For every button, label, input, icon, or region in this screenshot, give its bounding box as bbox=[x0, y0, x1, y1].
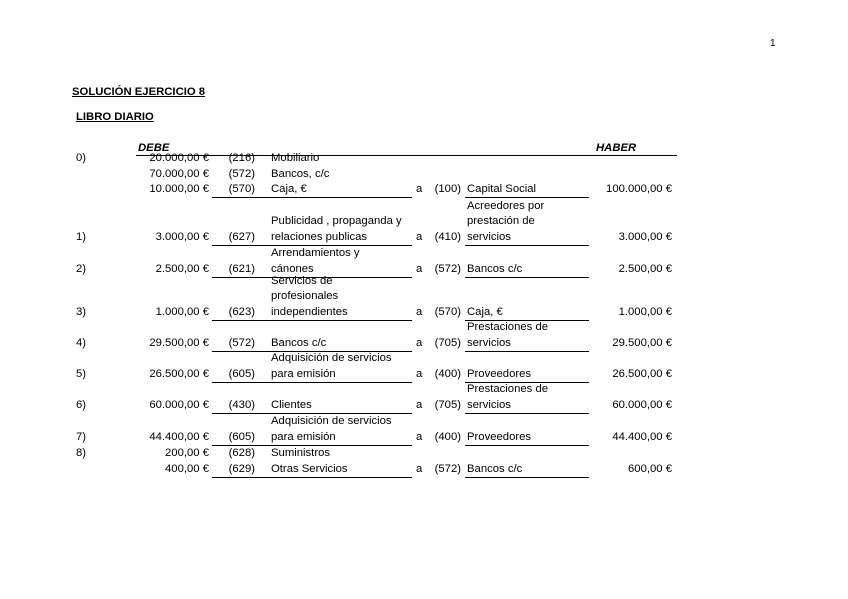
credit-account-code: (410) bbox=[434, 231, 461, 243]
credit-account-code: (570) bbox=[434, 306, 461, 318]
page-number: 1 bbox=[770, 38, 776, 49]
entry-number: 4) bbox=[76, 337, 87, 349]
connector-a: a bbox=[416, 368, 423, 380]
debe-header: DEBE bbox=[138, 142, 170, 154]
page-title: SOLUCIÓN EJERCICIO 8 bbox=[72, 86, 206, 98]
credit-amount: 60.000,00 € bbox=[612, 399, 672, 411]
debit-account-name: Mobiliario bbox=[271, 152, 320, 164]
debit-amount: 200,00 € bbox=[165, 447, 209, 459]
debit-account-code: (629) bbox=[228, 462, 255, 475]
entry-number: 6) bbox=[76, 399, 87, 411]
connector-a: a bbox=[416, 231, 423, 243]
credit-account-code: (705) bbox=[434, 337, 461, 349]
debit-account-code: (572) bbox=[228, 167, 255, 180]
debit-account-code: (430) bbox=[228, 399, 255, 411]
debit-amount: 60.000,00 € bbox=[149, 399, 209, 411]
credit-account-code: (572) bbox=[434, 462, 461, 475]
connector-a: a bbox=[416, 462, 423, 475]
debit-account-name: Caja, € bbox=[271, 183, 307, 196]
debit-account-name: Bancos c/c bbox=[271, 337, 327, 349]
connector-a: a bbox=[416, 306, 423, 318]
credit-amount: 26.500,00 € bbox=[612, 368, 672, 380]
credit-amount: 29.500,00 € bbox=[612, 337, 672, 349]
entry-rule-haber bbox=[465, 477, 589, 478]
credit-account-name: Prestaciones de bbox=[467, 321, 549, 334]
credit-account-code: (705) bbox=[434, 399, 461, 411]
entry-number: 3) bbox=[76, 306, 87, 318]
debit-amount: 400,00 € bbox=[165, 462, 209, 475]
entry-number: 2) bbox=[76, 263, 87, 275]
entry-rule-haber bbox=[465, 277, 589, 278]
debit-account-code: (621) bbox=[228, 263, 255, 275]
entry-rule-debe bbox=[212, 197, 412, 198]
entry-number: 0) bbox=[76, 152, 87, 164]
debit-account-name: para emisión bbox=[271, 368, 336, 380]
credit-account-name: Capital Social bbox=[467, 183, 537, 196]
credit-amount: 600,00 € bbox=[628, 462, 672, 475]
credit-account-name: Acreedores por bbox=[467, 199, 545, 212]
debit-account-name: cánones bbox=[271, 263, 314, 275]
debit-amount: 20.000,00 € bbox=[149, 152, 209, 164]
debit-account-name: independientes bbox=[271, 306, 348, 318]
debit-account-name: Bancos, c/c bbox=[271, 167, 330, 180]
entry-rule-debe bbox=[212, 477, 412, 478]
credit-account-name: Proveedores bbox=[467, 368, 532, 380]
connector-a: a bbox=[416, 431, 423, 443]
entry-rule-debe bbox=[212, 445, 412, 446]
entry-number: 1) bbox=[76, 231, 87, 243]
credit-account-name: servicios bbox=[467, 231, 511, 243]
entry-number: 5) bbox=[76, 368, 87, 380]
debit-account-code: (605) bbox=[228, 431, 255, 443]
credit-account-name: Bancos c/c bbox=[467, 263, 523, 275]
debit-account-name: profesionales bbox=[271, 290, 339, 303]
debit-account-name: Suministros bbox=[271, 447, 331, 459]
debit-amount: 1.000,00 € bbox=[155, 306, 209, 318]
haber-header: HABER bbox=[596, 142, 637, 154]
entry-rule-haber bbox=[465, 245, 589, 246]
credit-account-name: Caja, € bbox=[467, 306, 503, 318]
credit-account-code: (400) bbox=[434, 431, 461, 443]
debit-amount: 2.500,00 € bbox=[155, 263, 209, 275]
debit-account-code: (627) bbox=[228, 231, 255, 243]
debit-account-code: (623) bbox=[228, 306, 255, 318]
connector-a: a bbox=[416, 337, 423, 349]
entry-rule-debe bbox=[212, 245, 412, 246]
debit-account-code: (628) bbox=[228, 447, 255, 459]
debit-account-code: (572) bbox=[228, 337, 255, 349]
credit-account-code: (100) bbox=[434, 183, 461, 196]
credit-amount: 1.000,00 € bbox=[618, 306, 672, 318]
credit-amount: 3.000,00 € bbox=[618, 231, 672, 243]
credit-account-code: (572) bbox=[434, 263, 461, 275]
credit-account-code: (400) bbox=[434, 368, 461, 380]
connector-a: a bbox=[416, 263, 423, 275]
credit-amount: 44.400,00 € bbox=[612, 431, 672, 443]
debit-account-name: Publicidad , propaganda y bbox=[271, 215, 402, 228]
entry-rule-debe bbox=[212, 320, 412, 321]
debit-account-name: Adquisición de servicios bbox=[271, 352, 392, 365]
debit-amount: 29.500,00 € bbox=[149, 337, 209, 349]
debit-account-name: relaciones publicas bbox=[271, 231, 368, 243]
debit-account-code: (605) bbox=[228, 368, 255, 380]
debit-account-name: Clientes bbox=[271, 399, 312, 411]
entry-rule-haber bbox=[465, 413, 589, 414]
debit-amount: 3.000,00 € bbox=[155, 231, 209, 243]
credit-account-name: servicios bbox=[467, 337, 511, 349]
debit-account-name: Arrendamientos y bbox=[271, 247, 360, 260]
debit-amount: 44.400,00 € bbox=[149, 431, 209, 443]
debit-amount: 70.000,00 € bbox=[149, 167, 209, 180]
credit-account-name: servicios bbox=[467, 399, 511, 411]
debit-account-code: (216) bbox=[228, 152, 255, 164]
debit-account-code: (570) bbox=[228, 183, 255, 196]
debit-account-name: para emisión bbox=[271, 431, 336, 443]
entry-rule-haber bbox=[465, 445, 589, 446]
entry-rule-debe bbox=[212, 382, 412, 383]
credit-amount: 2.500,00 € bbox=[618, 263, 672, 275]
credit-account-name: Proveedores bbox=[467, 431, 532, 443]
connector-a: a bbox=[416, 399, 423, 411]
entry-rule-debe bbox=[212, 413, 412, 414]
debit-account-name: Otras Servicios bbox=[271, 462, 348, 475]
debit-account-name: Servicios de bbox=[271, 274, 333, 287]
debit-amount: 26.500,00 € bbox=[149, 368, 209, 380]
connector-a: a bbox=[416, 183, 423, 196]
entry-rule-haber bbox=[465, 351, 589, 352]
credit-account-name: Prestaciones de bbox=[467, 383, 549, 396]
credit-account-name: Bancos c/c bbox=[467, 462, 523, 475]
entry-number: 8) bbox=[76, 447, 87, 459]
credit-account-name: prestación de bbox=[467, 215, 535, 228]
entry-rule-haber bbox=[465, 197, 589, 198]
debit-account-name: Adquisición de servicios bbox=[271, 415, 392, 428]
credit-amount: 100.000,00 € bbox=[606, 183, 672, 196]
section-subtitle: LIBRO DIARIO bbox=[76, 111, 154, 123]
entry-number: 7) bbox=[76, 431, 87, 443]
debit-amount: 10.000,00 € bbox=[149, 183, 209, 196]
